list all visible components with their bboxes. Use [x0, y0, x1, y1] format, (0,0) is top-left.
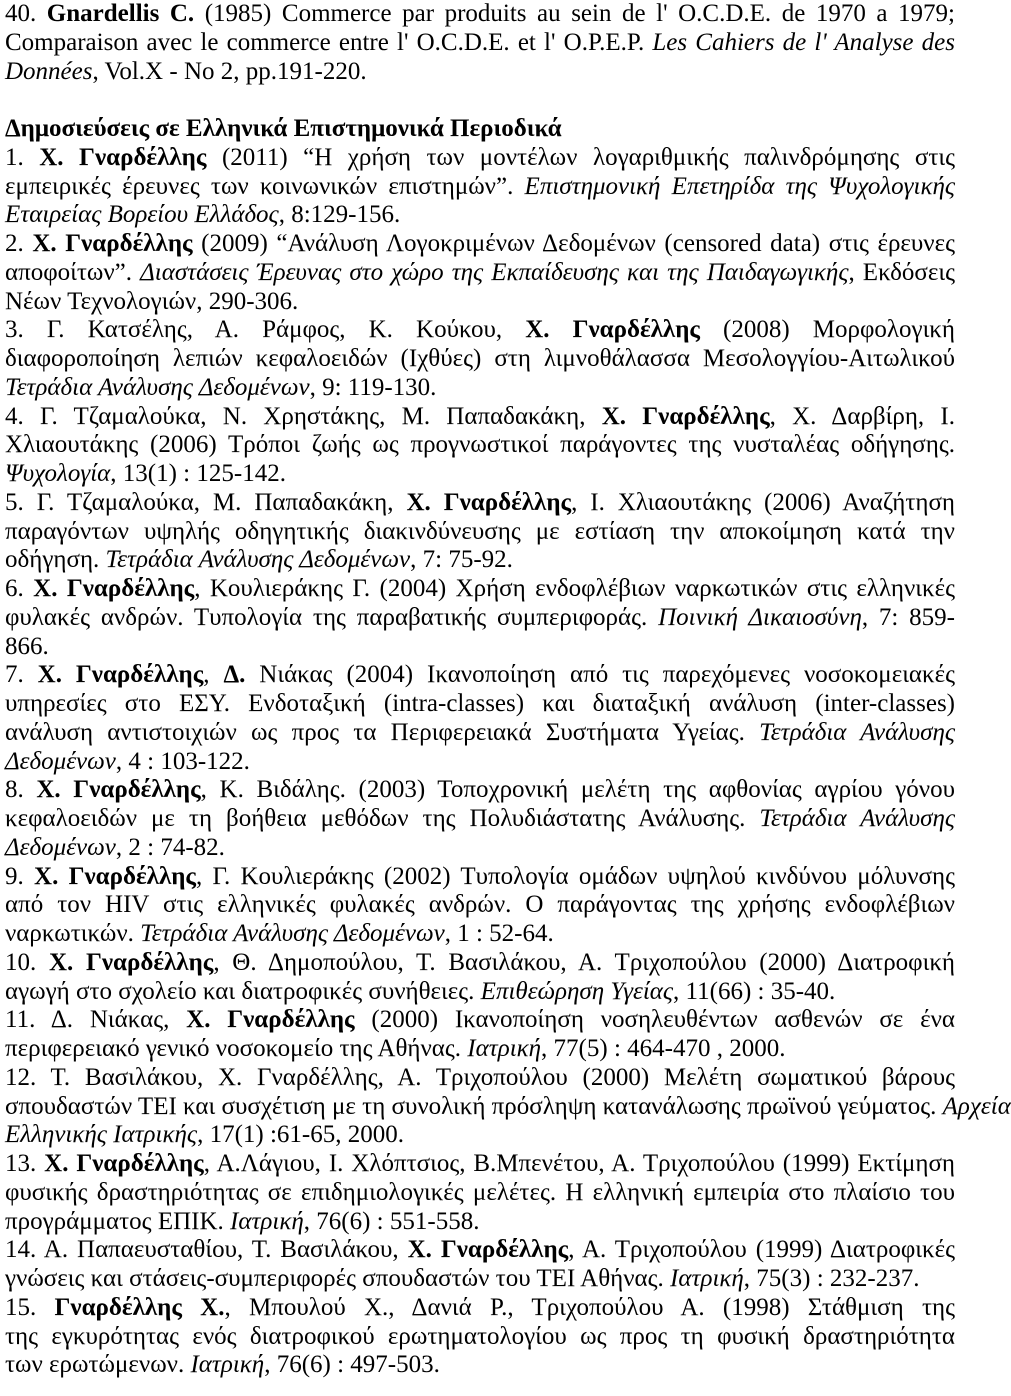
author-name: Χ. Γναρδέλλης: [33, 575, 195, 602]
text-line: [5, 403, 955, 432]
author-name: Χ. Γναρδέλλης: [37, 661, 204, 689]
text-line: [5, 259, 955, 288]
text-run: ναρκωτικών.: [5, 920, 141, 947]
reference-entry: [5, 863, 955, 949]
text-line: [5, 1121, 955, 1150]
text-run: , Κ. Βιδάλης. (2003) Τοποχρονική μελέτη της αφθονίας αγρίου γόνου: [200, 776, 955, 804]
author-name: Χ. Γναρδέλλης: [44, 1150, 204, 1177]
reference-entry: [5, 489, 955, 575]
text-line: [5, 1150, 955, 1179]
text-line: [5, 690, 955, 719]
text-line: [5, 546, 955, 575]
text-run: , Α.Λάγιου, Ι. Χλόπτσιος, Β.Μπενέτου, Α. Τριχοπούλου (1999) Εκτίμηση: [203, 1150, 956, 1177]
text-line: [5, 1064, 955, 1093]
text-run: , Vol.X - No 2, pp.191-220.: [92, 57, 367, 85]
text-run: 866.: [5, 632, 49, 660]
text-line: [5, 431, 955, 460]
reference-entry: [5, 661, 955, 776]
text-run: αγωγή στο σχολείο και διατροφικές συνήθειες.: [5, 977, 481, 1005]
text-run: φυσικής δραστηριότητας σε επιδημιολογικές μελέτες. Η ελληνική εμπειρία στο πλαίσιο του: [5, 1178, 955, 1206]
publication-title: Τετράδια Ανάλυσης: [759, 805, 955, 832]
author-name: Χ. Γναρδέλλης: [407, 1236, 569, 1264]
text-line: [5, 345, 955, 374]
text-run: (2009) “Ανάλυση Λογοκριμένων Δεδομένων (censored data) στις έρευνες: [192, 230, 955, 257]
text-run: , Μπουλού Χ., Δανιά Ρ., Τριχοπούλου Α. (1998) Στάθμιση της: [224, 1293, 955, 1321]
reference-entry: [5, 949, 955, 1007]
publication-title: Τετράδια Ανάλυσης Δεδομένων: [105, 546, 411, 574]
text-line: [5, 374, 955, 403]
blank-line: [5, 86, 955, 115]
text-run: , 13(1) : 125-142.: [110, 460, 286, 487]
text-line: [5, 1265, 955, 1294]
text-line: [5, 1236, 955, 1265]
reference-entry: [5, 1294, 955, 1380]
text-line: [5, 604, 955, 633]
text-run: ,: [203, 661, 224, 689]
text-line: [5, 748, 955, 777]
text-line: [5, 1351, 955, 1380]
text-run: 8.: [5, 776, 37, 804]
text-line: [5, 1179, 955, 1208]
text-run: 13.: [5, 1150, 45, 1177]
text-run: 12. Τ. Βασιλάκου, Χ. Γναρδέλλης, Α. Τριχοπούλου (2000) Μελέτη σωματικού βάρους: [5, 1063, 955, 1091]
text-run: ανάλυση αντιστοιχιών ως προς τα Περιφερειακά Συστήματα Υγείας.: [5, 718, 760, 746]
text-run: σπουδαστών ΤΕΙ και συσχέτιση με τη συνολική πρόσληψη κατανάλωσης πρωϊνού γεύματος.: [5, 1092, 943, 1120]
text-line: [5, 1323, 955, 1352]
author-name: Gnardellis C.: [46, 0, 195, 27]
author-name: Γναρδέλλης Χ.: [54, 1293, 225, 1321]
text-line: [5, 776, 955, 805]
text-run: εμπειρικές έρευνες των κοινωνικών επιστημών”.: [5, 172, 525, 200]
publication-title: Αρχεία: [942, 1092, 1011, 1120]
text-run: 9.: [5, 862, 35, 890]
text-run: φυλακές ανδρών. Τυπολογία της παραβατικής συμπεριφοράς.: [5, 603, 659, 631]
text-run: , Ι. Χλιαουτάκης (2006) Αναζήτηση: [571, 488, 955, 516]
text-run: 10.: [5, 948, 49, 976]
text-run: , 17(1) :61-65, 2000.: [197, 1121, 404, 1149]
text-run: , 9: 119-130.: [309, 373, 437, 401]
reference-entry: [5, 403, 955, 489]
text-line: [5, 201, 955, 230]
text-line: [5, 0, 955, 29]
text-run: 15.: [5, 1293, 55, 1321]
author-name: Χ. Γναρδέλλης: [36, 776, 201, 804]
text-run: , 75(3) : 232-237.: [743, 1265, 920, 1292]
author-name: Χ. Γναρδέλλης: [48, 948, 214, 976]
text-line: [5, 863, 955, 892]
text-run: , 1 : 52-64.: [444, 920, 554, 947]
text-run: , Χ. Δαρβίρη, Ι.: [769, 402, 955, 430]
publication-title: Διαστάσεις Έρευνας στο χώρο της Εκπαίδευσης και της Παιδαγωγικής: [140, 258, 849, 286]
text-line: [5, 489, 955, 518]
text-run: προγράμματος ΕΠΙΚ.: [5, 1207, 231, 1235]
text-run: , Εκδόσεις: [848, 258, 955, 286]
text-run: περιφερειακό γενικό νοσοκομείο της Αθήνας.: [5, 1035, 468, 1062]
text-line: [5, 1092, 1011, 1122]
reference-entry: [5, 575, 955, 661]
publication-title: Ποινική Δικαιοσύνη: [658, 603, 862, 631]
author-name: Χ. Γναρδέλλης: [525, 316, 700, 344]
text-line: [5, 58, 955, 87]
text-run: (1985) Commerce par produits au sein de l' O.C.D.E. de 1970 a 1979;: [194, 0, 955, 27]
text-run: 3. Γ. Κατσέλης, Α. Ράμφος, Κ. Κούκου,: [5, 316, 526, 344]
text-run: , Α. Τριχοπούλου (1999) Διατροφικές: [568, 1236, 955, 1264]
publication-title: Δεδομένων: [5, 747, 116, 775]
text-run: , 76(6) : 497-503.: [264, 1351, 440, 1379]
publication-title: Données: [5, 57, 93, 85]
publication-title: Επιστημονική Επετηρίδα της Ψυχολογικής: [524, 172, 955, 200]
text-run: Νιάκας (2004) Ικανοποίηση από τις παρεχόμενες νοσοκομειακές: [245, 661, 956, 689]
text-run: , 76(6) : 551-558.: [303, 1207, 480, 1235]
publication-title: Ιατρική: [190, 1351, 265, 1379]
text-line: [5, 29, 955, 58]
text-run: Χλιαουτάκης (2006) Τρόποι ζωής ως προγνωστικοί παράγοντες της νυσταλέας οδήγησης.: [5, 431, 955, 459]
text-run: οδήγηση.: [5, 546, 106, 574]
text-run: διαφοροποίηση λεπιών κεφαλοειδών (Ιχθύες) στη λιμνοθάλασσα Μεσολογγίου-Αιτωλικού: [5, 345, 955, 372]
publication-title: Επιθεώρηση Υγείας: [480, 977, 674, 1005]
author-name: Χ. Γναρδέλλης: [601, 402, 770, 430]
text-run: 40.: [5, 0, 47, 27]
text-run: 1.: [5, 143, 40, 171]
text-line: [5, 891, 955, 920]
text-line: [5, 805, 955, 834]
publication-title: Ιατρική: [670, 1265, 744, 1292]
text-line: [5, 173, 955, 202]
text-run: 2.: [5, 230, 33, 257]
text-run: 6.: [5, 575, 34, 602]
text-line: [5, 230, 955, 259]
text-run: των ερωτώμενων.: [5, 1351, 191, 1379]
text-line: [5, 144, 955, 173]
text-line: [5, 288, 955, 317]
reference-entry-continued: [5, 0, 955, 86]
text-line: [5, 949, 955, 978]
reference-entry: [5, 776, 955, 862]
text-run: 5. Γ. Τζαμαλούκα, Μ. Παπαδακάκη,: [5, 488, 407, 516]
text-line: [5, 518, 955, 547]
text-run: 14. Α. Παπαευσταθίου, Τ. Βασιλάκου,: [5, 1236, 408, 1264]
text-run: 4. Γ. Τζαμαλούκα, Ν. Χρηστάκης, Μ. Παπαδακάκη,: [5, 402, 602, 430]
publication-title: Τετράδια Ανάλυσης Δεδομένων: [5, 373, 310, 401]
reference-entry: [5, 1063, 1011, 1150]
text-line: [5, 719, 955, 748]
text-line: [5, 978, 955, 1007]
section-heading: Δημοσιεύσεις σε Ελληνικά Επιστημονικά Περιοδικά: [5, 115, 562, 142]
reference-entry: [5, 230, 955, 316]
text-line: [5, 316, 955, 345]
text-run: από τον HIV στις ελληνικές φυλακές ανδρών. Ο παράγοντας της χρήσης ενδοφλέβιων: [5, 891, 955, 919]
text-run: , 7: 75-92.: [410, 546, 513, 574]
text-line: [5, 633, 955, 662]
text-run: , 8:129-156.: [278, 201, 401, 229]
text-line: [5, 1035, 955, 1064]
text-run: , 4 : 103-122.: [115, 747, 250, 775]
reference-entry: [5, 1150, 955, 1236]
author-name: Χ. Γναρδέλλης: [406, 488, 572, 516]
reference-entry: [5, 1236, 955, 1294]
text-line: [5, 920, 955, 949]
text-run: (2011) “Η χρήση των μοντέλων λογαριθμικής παλινδρόμησης στις: [206, 143, 955, 171]
text-run: της εγκυρότητας ενός διατροφικού ερωτηματολογίου ως προς τη φυσική δραστηριότητα: [5, 1322, 955, 1350]
publication-title: Ελληνικής Ιατρικής: [5, 1121, 198, 1149]
text-line: [5, 661, 955, 690]
text-run: (2000) Ικανοποίηση νοσηλευθέντων ασθενών σε ένα: [354, 1006, 955, 1034]
reference-entry: [5, 316, 955, 402]
publication-title: Τετράδια Ανάλυσης Δεδομένων: [140, 920, 445, 947]
publication-title: Ψυχολογία: [5, 460, 111, 487]
publication-title: Τετράδια Ανάλυσης: [759, 718, 956, 746]
text-run: 7.: [5, 661, 38, 689]
publication-title: Εταιρείας Βορείου Ελλάδος: [5, 201, 279, 229]
text-run: παραγόντων υψηλής οδηγητικής διακινδύνευσης με εστίαση την αποκοίμηση κατά την: [5, 517, 955, 545]
text-line: [5, 1294, 955, 1323]
text-run: , Γ. Κουλιεράκης (2002) Τυπολογία ομάδων υψηλού κινδύνου μόλυνσης: [195, 862, 956, 890]
text-run: αποφοίτων”.: [5, 258, 141, 286]
publication-title: Ιατρική: [467, 1035, 542, 1062]
publication-title: Δεδομένων: [5, 833, 116, 861]
text-run: Νέων Τεχνολογιών, 290-306.: [5, 287, 299, 315]
text-run: , 77(5) : 464-470 , 2000.: [541, 1035, 786, 1062]
reference-entry: [5, 144, 955, 230]
text-line: [5, 575, 955, 604]
document-page: [5, 0, 1011, 1380]
text-run: , 11(66) : 35-40.: [673, 977, 836, 1005]
author-name: Χ. Γναρδέλλης: [34, 862, 196, 890]
publication-title: Ιατρική: [230, 1207, 304, 1235]
text-run: γνώσεις και στάσεις-συμπεριφορές σπουδαστών του ΤΕΙ Αθήνας.: [5, 1265, 671, 1292]
text-run: , 2 : 74-82.: [115, 833, 225, 861]
text-line: [5, 1006, 955, 1035]
text-run: , Κουλιεράκης Γ. (2004) Χρήση ενδοφλέβιων ναρκωτικών στις ελληνικές: [194, 575, 955, 602]
reference-list: [5, 143, 1011, 1380]
text-line: [5, 460, 955, 489]
author-name: Δ.: [223, 661, 246, 689]
text-line: [5, 1208, 955, 1237]
text-run: , Θ. Δημοπούλου, Τ. Βασιλάκου, Α. Τριχοπούλου (2000) Διατροφική: [213, 948, 955, 976]
publication-title: Les Cahiers de l' Analyse des: [652, 28, 955, 56]
text-run: , 7: 859-: [861, 603, 955, 631]
text-run: κεφαλοειδών με τη βοήθεια μεθόδων της Πολυδιάστατης Ανάλυσης.: [5, 805, 760, 832]
text-run: Comparaison avec le commerce entre l' O.C.D.E. et l' O.P.E.P.: [5, 28, 653, 56]
text-run: υπηρεσίες στο ΕΣΥ. Ενδοταξική (intra-classes) και διαταξική ανάλυση (inter-classes): [5, 690, 955, 717]
author-name: Χ. Γναρδέλλης: [39, 143, 207, 171]
reference-entry: [5, 1006, 955, 1064]
text-run: 11. Δ. Νιάκας,: [5, 1006, 187, 1034]
text-line: [5, 834, 955, 863]
text-run: (2008) Μορφολογική: [699, 316, 955, 344]
author-name: Χ. Γναρδέλλης: [32, 230, 193, 257]
author-name: Χ. Γναρδέλλης: [186, 1006, 355, 1034]
